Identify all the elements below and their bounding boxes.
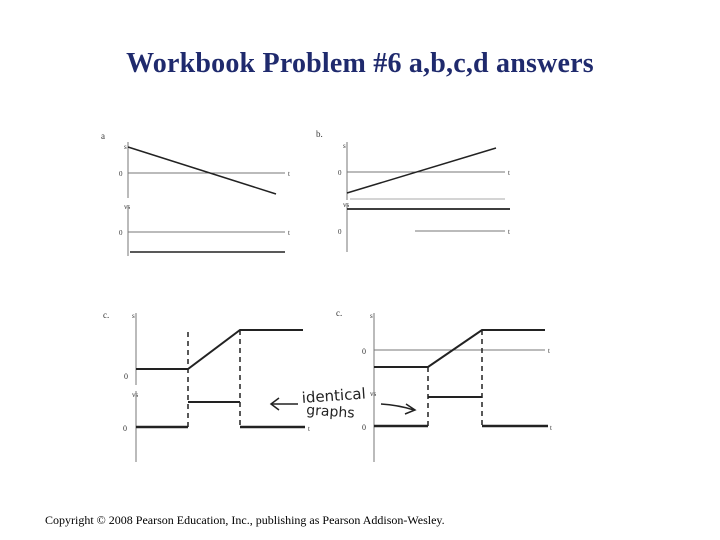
panel-a-t-label: t	[288, 170, 290, 178]
panel-a	[101, 131, 290, 256]
panel-d-origin-label-2: 0	[362, 423, 366, 432]
panel-b-origin-label: 0	[338, 169, 342, 177]
panel-c-origin-label: 0	[124, 372, 128, 381]
panel-a-velocity-axis-label: vs	[124, 203, 131, 211]
panel-d-label: c.	[336, 308, 343, 318]
panel-c-position-curve	[136, 330, 303, 369]
panel-b-t-label: t	[508, 169, 510, 177]
panel-c	[103, 310, 310, 462]
panel-d-origin-label: 0	[362, 347, 366, 356]
panel-d-position-curve	[374, 330, 545, 367]
panel-c-label: c.	[103, 310, 110, 320]
panel-a-position-axis-label: s	[124, 143, 127, 151]
panel-b-position-axis-label: s	[343, 142, 346, 150]
panel-a-origin-label-2: 0	[119, 229, 123, 237]
panel-d-position-axis-label: s	[370, 312, 373, 320]
panel-c-velocity-axis-label: vs	[132, 391, 139, 399]
annotation-line-2: graphs	[305, 402, 356, 422]
panel-a-label: a	[101, 131, 105, 141]
panel-d	[336, 308, 552, 462]
panel-c-origin-label-2: 0	[123, 424, 127, 433]
left-arrow-icon	[271, 398, 298, 410]
panel-b-origin-label-2: 0	[338, 228, 342, 236]
panel-b-position-curve	[347, 148, 496, 193]
panel-b	[316, 129, 510, 252]
slide-title: Workbook Problem #6 a,b,c,d answers	[126, 48, 594, 79]
copyright-notice: Copyright © 2008 Pearson Education, Inc., publishing as Pearson Addison-Wesley.	[45, 513, 445, 527]
panel-a-position-curve	[128, 147, 276, 194]
panel-b-velocity-axis-label: vs	[343, 201, 350, 209]
identical-graphs-annotation	[271, 385, 415, 422]
panel-c-t-label: t	[308, 425, 310, 433]
panel-d-t-label: t	[548, 347, 550, 355]
right-arrow-icon	[381, 404, 415, 414]
panel-d-velocity-axis-label: vs	[370, 390, 377, 398]
panel-c-position-axis-label: s	[132, 312, 135, 320]
annotation-line-1: identical	[301, 384, 367, 407]
panel-d-t-label-2: t	[550, 424, 552, 432]
panel-a-t-label-2: t	[288, 229, 290, 237]
panel-a-origin-label: 0	[119, 170, 123, 178]
panel-b-label: b.	[316, 129, 323, 139]
panel-b-t-label-2: t	[508, 228, 510, 236]
